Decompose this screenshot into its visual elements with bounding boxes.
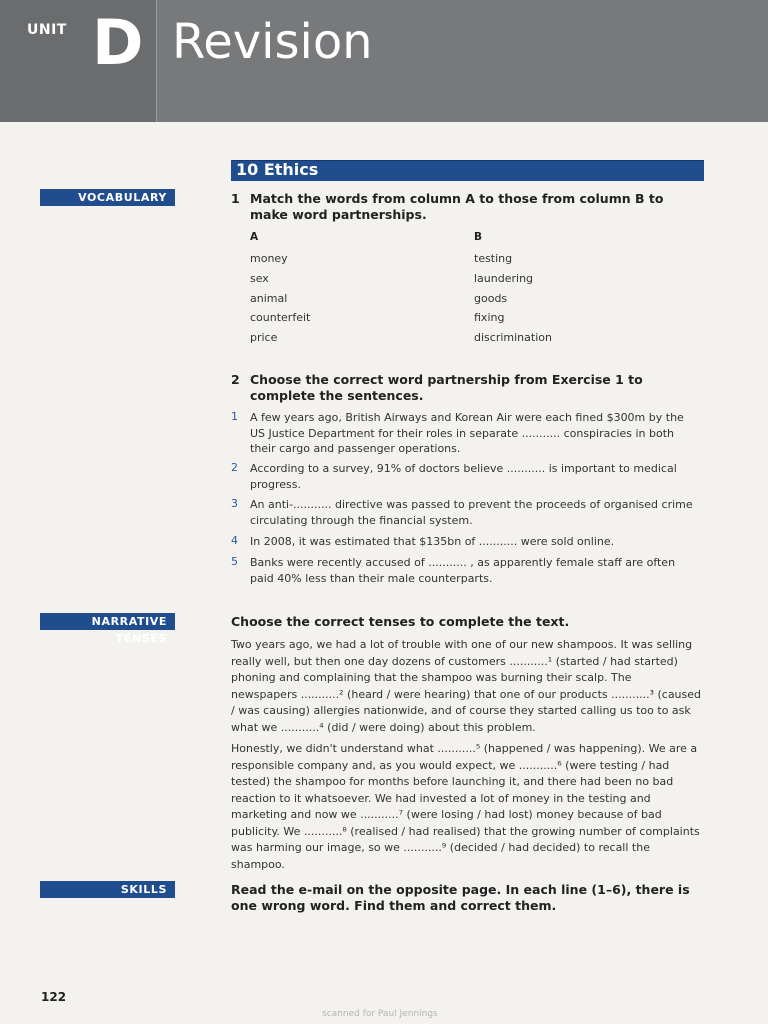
column-a-heading: A	[250, 231, 259, 243]
side-label-skills: SKILLS	[40, 881, 175, 898]
column-b-word: laundering	[474, 272, 534, 285]
column-a-word: money	[250, 252, 288, 265]
unit-letter: D	[92, 6, 144, 79]
sentence-text: A few years ago, British Airways and Korean Air were each fined $300m by the US Justice Department for their roles in separate ........... conspiracies in both their cargo and passenger operations.	[250, 411, 684, 455]
skills-heading: Read the e-mail on the opposite page. In each line (1–6), there is one wrong word. Find them and correct them.	[231, 882, 690, 913]
side-label-narrative-tenses: NARRATIVE TENSES	[40, 613, 175, 630]
section-bar	[231, 160, 704, 181]
column-a-word: counterfeit	[250, 311, 311, 324]
page-title: Revision	[172, 14, 373, 70]
sentence-text: An anti-........... directive was passed to prevent the proceeds of organised crime circulating through the financial system.	[250, 498, 693, 527]
exercise-1-instruction: Match the words from column A to those from column B to make word partnerships.	[250, 191, 664, 222]
unit-box	[0, 0, 157, 122]
sentence-number: 4	[231, 534, 238, 547]
column-a-word: animal	[250, 292, 288, 305]
scan-credit: scanned for Paul Jennings	[322, 1009, 438, 1019]
unit-header	[0, 0, 768, 122]
column-a-word: sex	[250, 272, 269, 285]
column-b-word: fixing	[474, 311, 505, 324]
sentence-number: 3	[231, 497, 238, 510]
exercise-2-instruction: Choose the correct word partnership from Exercise 1 to complete the sentences.	[250, 372, 643, 403]
sentence-text: In 2008, it was estimated that $135bn of ........... were sold online.	[250, 535, 615, 548]
column-b-word: discrimination	[474, 331, 552, 344]
sentence-number: 5	[231, 555, 238, 568]
column-b-word: testing	[474, 252, 513, 265]
sentence-text: According to a survey, 91% of doctors believe ........... is important to medical progress.	[250, 462, 677, 491]
unit-label: UNIT	[27, 22, 67, 38]
narrative-paragraph-2: Honestly, we didn't understand what ...........⁵ (happened / was happening). We are a responsible company and, as you would expect, we ...........⁶ (were testing / had tested) the shampoo for months before launching it, and there had been no bad reaction to it whatsoever. We had invested a lot of money in the testing and marketing and now we ...........⁷ (were losing / had lost) money because of bad publicity. We ...........⁸ (realised / had realised) that the growing number of complaints was harming our image, so we ...........⁹ (decided / had decided) to recall the shampoo.	[231, 742, 700, 871]
exercise-2-number: 2	[231, 372, 240, 387]
narrative-paragraph-1: Two years ago, we had a lot of trouble with one of our new shampoos. It was selling really well, but then one day dozens of customers ...........¹ (started / had started) phoning and complaining that the shampoo was burning their scalp. The newspapers ...........² (heard / were hearing) that one of our products ...........³ (caused / was causing) allergies nationwide, and of course they started calling us too to ask what we ...........⁴ (did / were doing) about this problem.	[231, 638, 702, 734]
side-label-vocabulary: VOCABULARY	[40, 189, 175, 206]
narrative-heading: Choose the correct tenses to complete the text.	[231, 614, 570, 629]
page-number: 122	[41, 990, 67, 1004]
sentence-text: Banks were recently accused of ........... , as apparently female staff are often paid 40% less than their male counterparts.	[250, 556, 676, 585]
column-b-word: goods	[474, 292, 508, 305]
exercise-1-number: 1	[231, 191, 240, 206]
column-b-heading: B	[474, 231, 483, 243]
section-title: 10 Ethics	[236, 160, 319, 179]
sentence-number: 2	[231, 461, 238, 474]
sentence-number: 1	[231, 410, 238, 423]
column-a-word: price	[250, 331, 278, 344]
